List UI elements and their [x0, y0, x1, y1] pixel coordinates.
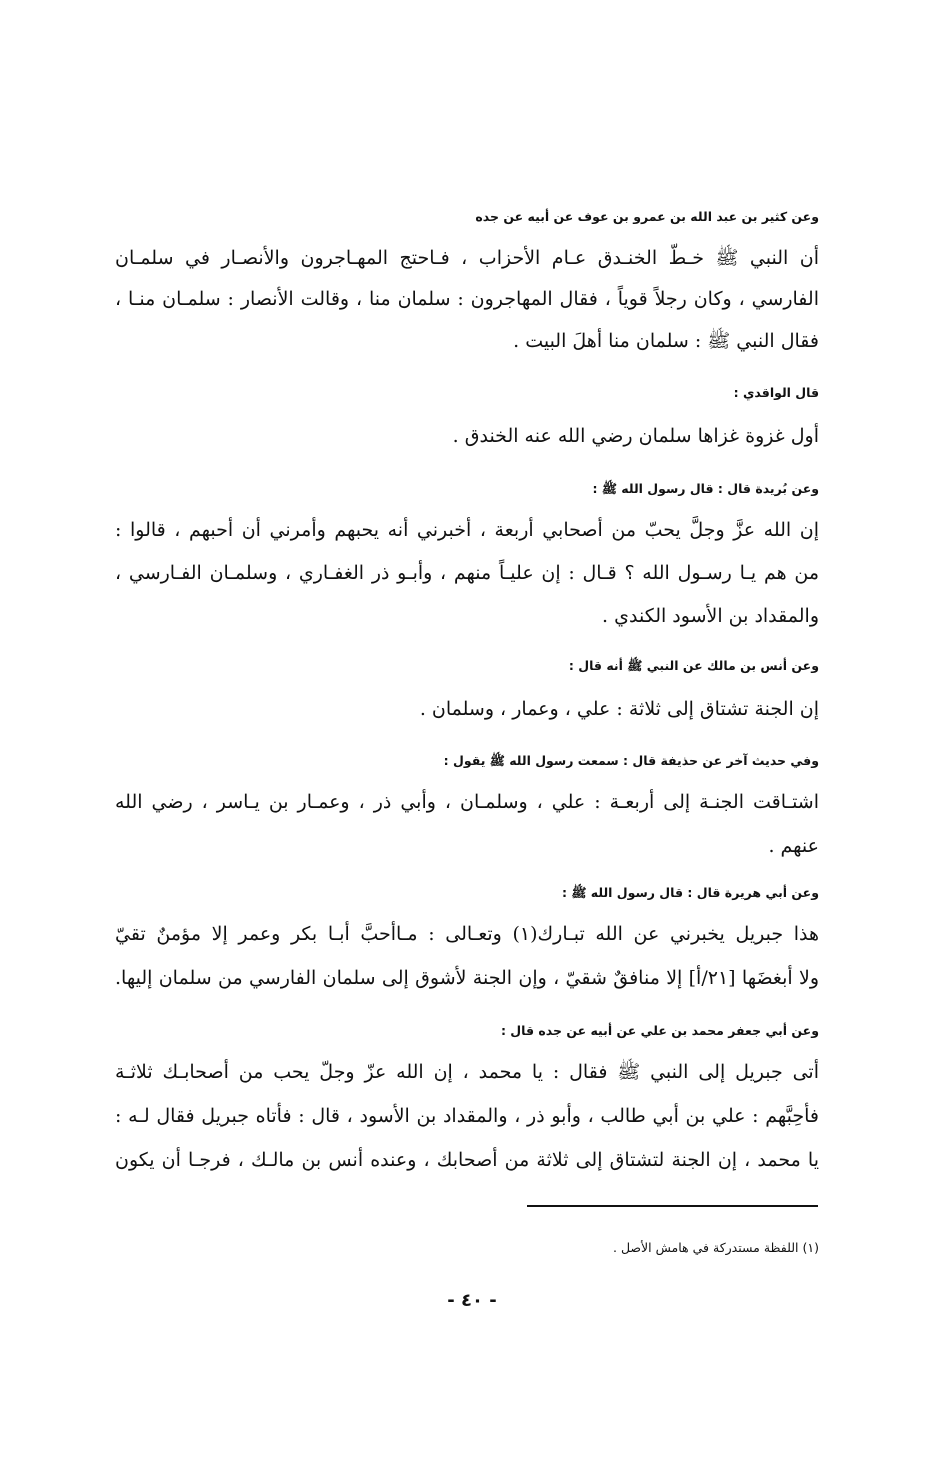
section-heading: وعن بُريدة قال : قال رسول الله ﷺ : — [592, 481, 819, 496]
text-line: أول غزوة غزاها سلمان رضي الله عنه الخندق . — [452, 425, 819, 447]
text-line: الفارسي ، وكان رجلاً قوياً ، فقال المهاجرون : سلمان منا ، وقالت الأنصار : سلمـان منـا ، — [115, 288, 819, 310]
section-heading: وفي حديث آخر عن حذيفة قال : سمعت رسول الله ﷺ يقول : — [443, 753, 819, 768]
text-line: فقال النبي ﷺ : سلمان منا أهلَ البيت . — [513, 330, 819, 352]
text-line: فأحِبَّهم : علي بن أبي طالب ، وأبو ذر ، والمقداد بن الأسود ، قال : فأتاه جبريل فقال لـه : — [115, 1105, 819, 1127]
text-line: إن الله عزَّ وجلَّ يحبّ من أصحابي أربعة ، أخبرني أنه يحبهم وأمرني أن أحبهم ، قالوا : — [115, 519, 819, 541]
text-line: يا محمد ، إن الجنة لتشتاق إلى ثلاثة من أصحابك ، وعنده أنس بن مالـك ، فرجـا أن يكون — [115, 1149, 819, 1171]
text-line: والمقداد بن الأسود الكندي . — [602, 605, 819, 627]
section-heading: وعن أنس بن مالك عن النبي ﷺ أنه قال : — [568, 658, 819, 673]
section-heading: قال الواقدي : — [733, 385, 819, 400]
page-number: - ٤٠ - — [447, 1290, 497, 1311]
section-heading: وعن أبي جعفر محمد بن علي عن أبيه عن جده قال : — [500, 1023, 819, 1038]
text-line: عنهم . — [768, 835, 819, 857]
text-line: أتى جبريل إلى النبي ﷺ فقال : يا محمد ، إن الله عزّ وجلّ يحب من أصحابـك ثلاثـة — [115, 1061, 819, 1083]
text-line: أن النبي ﷺ خـطّ الخنـدق عـام الأحزاب ، فـاحتج المهـاجرون والأنصـار في سلمـان — [115, 247, 819, 269]
text-line: ولا أبغضَها [٢١/أ] إلا منافقٌ شقيّ ، وإن الجنة لأشوق إلى سلمان الفارسي من سلمان إليها. — [115, 967, 819, 989]
text-line: إن الجنة تشتاق إلى ثلاثة : علي ، وعمار ، وسلمان . — [419, 698, 819, 720]
text-line: من هم يـا رسـول الله ؟ قـال : إن عليـاً منهم ، وأبـو ذر الغفـاري ، وسلمـان الفـارسي ، — [115, 562, 819, 584]
footnote-divider — [527, 1205, 818, 1207]
text-line: اشتـاقت الجنـة إلى أربعـة : علي ، وسلمـان ، وأبي ذر ، وعمـار بن يـاسر ، رضي الله — [115, 791, 819, 813]
section-heading: وعن أبي هريرة قال : قال رسول الله ﷺ : — [561, 885, 819, 900]
footnote: (١) اللفظة مستدركة في هامش الأصل . — [613, 1240, 819, 1255]
section-heading: وعن كثير بن عبد الله بن عمرو بن عوف عن أبيه عن جده — [475, 209, 819, 224]
text-line: هذا جبريل يخبرني عن الله تبـارك(١) وتعـالى : مـاأحبَّ أبـا بكر وعمر إلا مؤمنٌ تقيّ — [115, 923, 819, 945]
